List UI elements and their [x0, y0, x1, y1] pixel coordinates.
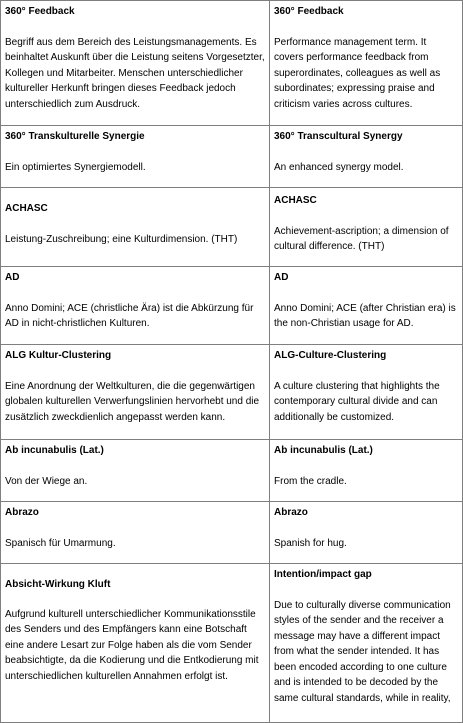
german-definition: Ein optimiertes Synergiemodell.: [5, 161, 146, 173]
german-cell: [1, 126, 270, 188]
english-cell: [270, 267, 463, 345]
german-term: ALG Kultur-Clustering: [5, 350, 112, 361]
german-cell: [1, 440, 270, 502]
english-definition: A culture clustering that highlights the contemporary cultural divide and can additionally be customized.: [274, 380, 440, 423]
english-cell: [270, 440, 463, 502]
german-definition: Anno Domini; ACE (christliche Ära) ist die Abkürzung für AD in nicht-christlichen Kulturen.: [5, 302, 254, 329]
german-cell: [1, 564, 270, 723]
glossary-row: [1, 440, 463, 502]
english-term: Ab incunabulis (Lat.): [274, 445, 373, 456]
german-definition: Begriff aus dem Bereich des Leistungsmanagements. Es beinhaltet Auskunft über die Leistung seitens Vorgesetzter, Kollegen und Mitarbeiter. Menschen unterschiedlicher kultureller Herkunft bringen dieses Feedback jedoch unterschiedlich zum Ausdruck.: [5, 36, 265, 110]
english-cell: [270, 564, 463, 723]
german-term: Ab incunabulis (Lat.): [5, 445, 104, 456]
english-definition: Performance management term. It covers performance feedback from superordinates, colleagues as well as subordinates; expressing praise and criticism varies across cultures.: [274, 36, 441, 110]
english-definition: An enhanced synergy model.: [274, 161, 404, 173]
german-definition: Leistung-Zuschreibung; eine Kulturdimension. (THT): [5, 233, 238, 245]
english-cell: [270, 345, 463, 440]
german-cell: [1, 267, 270, 345]
english-definition: Anno Domini; ACE (after Christian era) is the non-Christian usage for AD.: [274, 302, 456, 329]
glossary-row: [1, 126, 463, 188]
glossary-row: [1, 267, 463, 345]
german-definition: Spanisch für Umarmung.: [5, 537, 116, 549]
german-cell: [1, 188, 270, 267]
german-term: 360° Feedback: [5, 6, 75, 17]
english-cell: [270, 126, 463, 188]
english-cell: [270, 502, 463, 564]
german-term: ACHASC: [5, 203, 48, 214]
english-definition: Spanish for hug.: [274, 537, 347, 549]
glossary-row: [1, 502, 463, 564]
german-term: Abrazo: [5, 507, 39, 518]
english-definition: Due to culturally diverse communication styles of the sender and the receiver a message may have a different impact from what the sender intended. It has been encoded according to one culture and is intended to be decoded by the same cultural standards, while in reality,: [274, 599, 451, 704]
english-term: AD: [274, 272, 289, 283]
english-term: 360° Transcultural Synergy: [274, 131, 403, 142]
english-term: ALG-Culture-Clustering: [274, 350, 387, 361]
german-term: 360° Transkulturelle Synergie: [5, 131, 145, 142]
glossary-row: [1, 345, 463, 440]
german-cell: [1, 502, 270, 564]
english-cell: [270, 188, 463, 267]
german-definition: Von der Wiege an.: [5, 475, 88, 487]
english-term: 360° Feedback: [274, 6, 344, 17]
german-cell: [1, 1, 270, 126]
glossary-row: [1, 1, 463, 126]
glossary-row: [1, 188, 463, 267]
english-term: Abrazo: [274, 507, 308, 518]
glossary-row: [1, 564, 463, 723]
german-term: Absicht-Wirkung Kluft: [5, 579, 111, 590]
english-term: ACHASC: [274, 195, 317, 206]
english-cell: [270, 1, 463, 126]
german-term: AD: [5, 272, 20, 283]
english-term: Intention/impact gap: [274, 569, 372, 580]
german-definition: Eine Anordnung der Weltkulturen, die die gegenwärtigen globalen kulturellen Verwerfungslinien hervorhebt und die zusätzlich zweckdienlich angepasst werden kann.: [5, 380, 260, 423]
german-definition: Aufgrund kulturell unterschiedlicher Kommunikationsstile des Senders und des Empfängers kann eine Botschaft eine andere Lesart zur Folge haben als die vom Sender beabsichtigte, da die Kodierung und die Entkodierung mit unterschiedlichen kulturellen Annahmen erfolgt ist.: [5, 608, 259, 682]
german-cell: [1, 345, 270, 440]
english-definition: From the cradle.: [274, 475, 347, 487]
english-definition: Achievement-ascription; a dimension of cultural difference. (THT): [274, 225, 449, 252]
